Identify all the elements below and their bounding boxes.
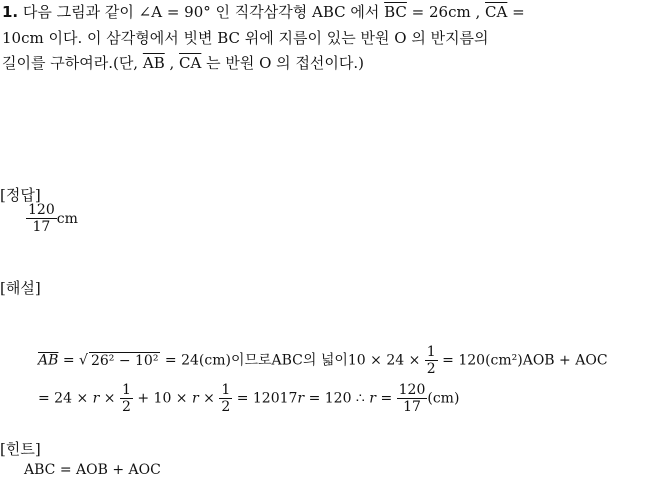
expl-text: + 10 × — [132, 390, 192, 407]
problem-line-1 — [2, 2, 525, 22]
segment-ca: $\overline{CA}$ — [485, 3, 508, 21]
frac-num: 1 — [121, 382, 131, 398]
expl-text: = 120 ∴ — [304, 390, 370, 407]
frac-num: 1 — [221, 382, 231, 398]
explanation-label: [해설] — [0, 279, 41, 297]
problem-text-3c: 는 반원 O 의 접선이다.) — [201, 54, 365, 72]
expl-text: = 120(cm²)AOB + AOC — [437, 352, 608, 369]
fraction-half — [219, 382, 232, 415]
var-r: r — [369, 390, 376, 407]
problem-number: 1. — [2, 3, 19, 21]
segment-bc: $\overline{BC}$ — [384, 3, 407, 21]
hint-label: [힌트] — [0, 440, 41, 458]
segment-ab: $\overline{AB}$ — [142, 54, 165, 72]
sqrt-expression: 26² − 10² — [90, 352, 159, 369]
problem-text-1a: 다음 그림과 같이 ∠A = 90° 인 직각삼각형 ABC 에서 — [22, 3, 385, 21]
expl-text: = 24(cm)이므로ABC의 넓이10 × 24 × — [160, 352, 425, 369]
frac-den: 2 — [426, 361, 436, 377]
expl-text: = — [376, 390, 397, 407]
answer-value — [26, 202, 78, 235]
fraction-result — [397, 382, 428, 415]
answer-denominator: 17 — [32, 219, 51, 235]
expl-text: × — [99, 390, 120, 407]
frac-den: 17 — [403, 399, 421, 415]
explanation-line-1: $\overline{AB}$ = √ 26² − 10² = 24(cm)이므로ABC의 넓이10 × 24 × $\frac{1}{2}$ = 120(cm²)AOB + AOC — [38, 344, 608, 377]
frac-den: 2 — [121, 399, 131, 415]
problem-line-2: 10cm 이다. 이 삼각형에서 빗변 BC 위에 지름이 있는 반원 O 의 반지름의 — [2, 29, 489, 47]
var-r: r — [297, 390, 305, 407]
fraction-half — [425, 344, 438, 377]
expl-text: = — [58, 352, 80, 369]
expl-text: (cm) — [427, 390, 460, 407]
problem-text-1b: = 26cm , — [406, 3, 486, 21]
segment-ab-expl: $\overline{AB}$ — [38, 352, 59, 369]
explanation-line-2 — [38, 382, 459, 415]
answer-unit: cm — [56, 211, 78, 227]
answer-label: [정답] — [0, 186, 41, 204]
var-r: r — [92, 390, 100, 407]
expl-text: × — [198, 390, 220, 407]
answer-fraction — [26, 202, 57, 235]
answer-numerator: 120 — [28, 202, 55, 218]
problem-text-3b: , — [164, 54, 180, 72]
frac-den: 2 — [221, 399, 231, 415]
problem-text-3a: 길이를 구하여라.(단, — [2, 54, 143, 72]
fraction-half — [120, 382, 133, 415]
segment-ca-2: $\overline{CA}$ — [179, 54, 202, 72]
frac-num: 1 — [426, 344, 436, 360]
frac-num: 120 — [398, 382, 426, 398]
expl-text: = 12017 — [232, 390, 298, 407]
hint-text: ABC = AOB + AOC — [24, 462, 161, 478]
var-r: r — [191, 390, 199, 407]
expl-text: = 24 × — [38, 390, 93, 407]
problem-line-3 — [2, 53, 364, 73]
problem-text-1c: = — [507, 3, 525, 21]
